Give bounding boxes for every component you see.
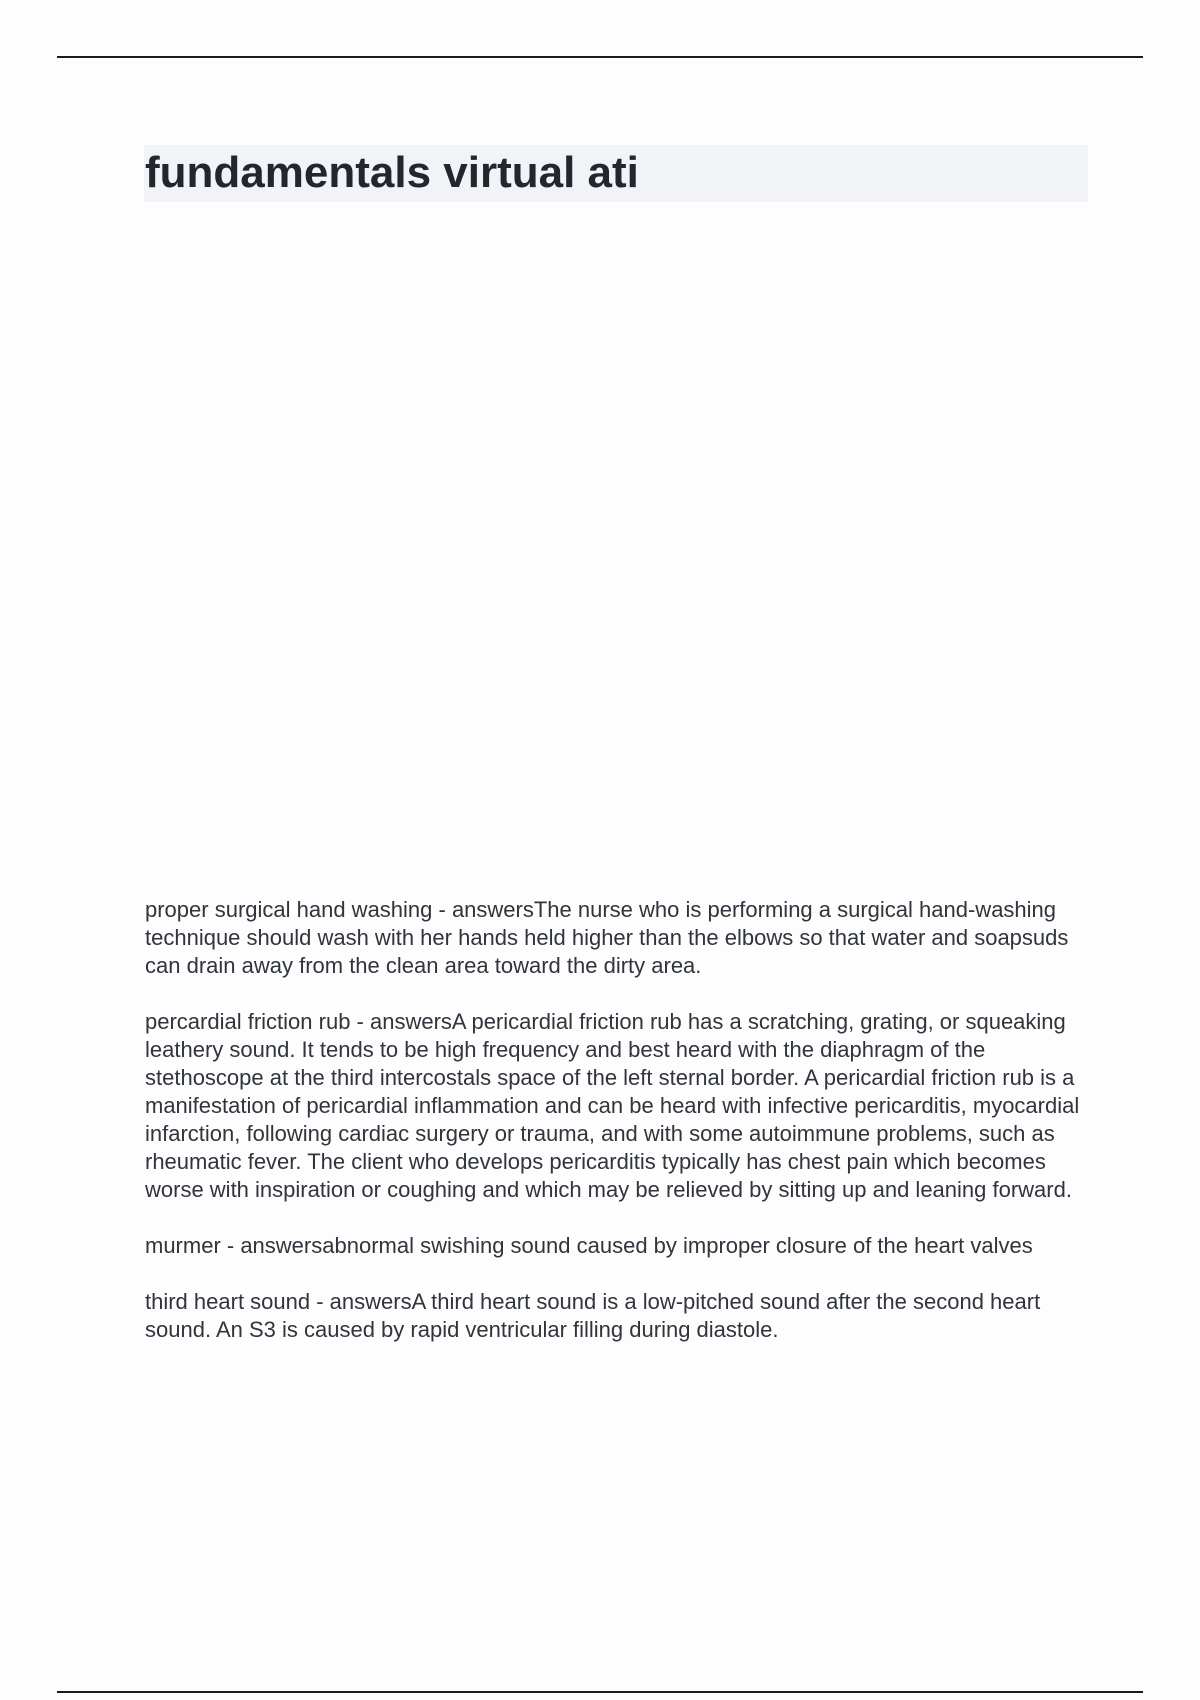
top-rule: [57, 56, 1143, 58]
page-title: fundamentals virtual ati: [145, 148, 639, 197]
entry-surgical-hand-washing: proper surgical hand washing - answersThe nurse who is performing a surgical hand-washing technique should wash with her hands held higher than the elbows so that water and soapsuds can drain away from the clean area toward the dirty area.: [145, 897, 1069, 978]
document-body: [145, 896, 1090, 1372]
entry-third-heart-sound: third heart sound - answersA third heart sound is a low-pitched sound after the second heart sound. An S3 is caused by rapid ventricular filling during diastole.: [145, 1289, 1041, 1342]
entry-pericardial-friction-rub: percardial friction rub - answersA pericardial friction rub has a scratching, grating, or squeaking leathery sound. It tends to be high frequency and best heard with the diaphragm of the stethoscope at the third intercostals space of the left sternal border. A pericardial friction rub is a manifestation of pericardial inflammation and can be heard with infective pericarditis, myocardial infarction, following cardiac surgery or trauma, and with some autoimmune problems, such as rheumatic fever. The client who develops pericarditis typically has chest pain which becomes worse with inspiration or coughing and which may be relieved by sitting up and leaning forward.: [145, 1009, 1080, 1202]
entry-murmur: murmer - answersabnormal swishing sound caused by improper closure of the heart valves: [145, 1233, 1033, 1258]
bottom-rule: [57, 1691, 1143, 1693]
